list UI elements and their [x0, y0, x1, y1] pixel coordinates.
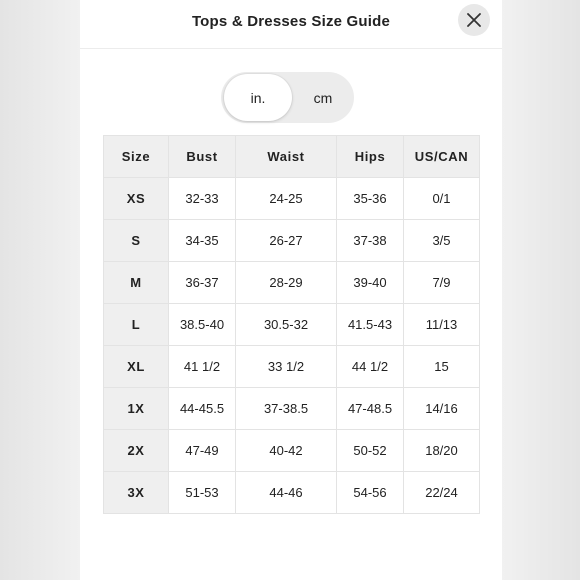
table-row [104, 262, 480, 304]
table-row [104, 304, 480, 346]
us-can-cell: 18/20 [404, 430, 480, 472]
us-can-cell: 0/1 [404, 178, 480, 220]
table-header-row [104, 136, 480, 178]
column-header: Bust [169, 136, 236, 178]
hips-cell: 41.5-43 [337, 304, 404, 346]
table-row [104, 346, 480, 388]
background-right [502, 0, 580, 580]
waist-cell: 24-25 [236, 178, 337, 220]
size-cell: L [104, 304, 169, 346]
hips-cell: 54-56 [337, 472, 404, 514]
unit-toggle[interactable] [221, 72, 354, 123]
size-cell: 1X [104, 388, 169, 430]
waist-cell: 40-42 [236, 430, 337, 472]
bust-cell: 44-45.5 [169, 388, 236, 430]
us-can-cell: 3/5 [404, 220, 480, 262]
close-button[interactable] [458, 4, 490, 36]
size-cell: S [104, 220, 169, 262]
us-can-cell: 11/13 [404, 304, 480, 346]
size-cell: 3X [104, 472, 169, 514]
modal-header [80, 0, 502, 49]
bust-cell: 41 1/2 [169, 346, 236, 388]
waist-cell: 28-29 [236, 262, 337, 304]
us-can-cell: 7/9 [404, 262, 480, 304]
size-cell: M [104, 262, 169, 304]
waist-cell: 33 1/2 [236, 346, 337, 388]
column-header: Waist [236, 136, 337, 178]
table-row [104, 388, 480, 430]
bust-cell: 47-49 [169, 430, 236, 472]
waist-cell: 37-38.5 [236, 388, 337, 430]
size-guide-modal [80, 0, 502, 580]
close-icon [467, 13, 481, 27]
us-can-cell: 15 [404, 346, 480, 388]
us-can-cell: 22/24 [404, 472, 480, 514]
us-can-cell: 14/16 [404, 388, 480, 430]
unit-option-in[interactable]: in. [224, 74, 292, 121]
size-cell: XS [104, 178, 169, 220]
table-row [104, 178, 480, 220]
waist-cell: 30.5-32 [236, 304, 337, 346]
column-header: Size [104, 136, 169, 178]
bust-cell: 36-37 [169, 262, 236, 304]
unit-option-cm[interactable]: cm [313, 89, 333, 106]
bust-cell: 38.5-40 [169, 304, 236, 346]
table-row [104, 220, 480, 262]
column-header: US/CAN [404, 136, 480, 178]
size-table [103, 135, 480, 514]
column-header: Hips [337, 136, 404, 178]
bust-cell: 32-33 [169, 178, 236, 220]
waist-cell: 26-27 [236, 220, 337, 262]
waist-cell: 44-46 [236, 472, 337, 514]
bust-cell: 51-53 [169, 472, 236, 514]
hips-cell: 44 1/2 [337, 346, 404, 388]
hips-cell: 47-48.5 [337, 388, 404, 430]
hips-cell: 37-38 [337, 220, 404, 262]
hips-cell: 39-40 [337, 262, 404, 304]
bust-cell: 34-35 [169, 220, 236, 262]
size-cell: 2X [104, 430, 169, 472]
hips-cell: 35-36 [337, 178, 404, 220]
hips-cell: 50-52 [337, 430, 404, 472]
background-left [0, 0, 80, 580]
table-row [104, 430, 480, 472]
size-cell: XL [104, 346, 169, 388]
table-row [104, 472, 480, 514]
modal-title: Tops & Dresses Size Guide [191, 13, 391, 30]
